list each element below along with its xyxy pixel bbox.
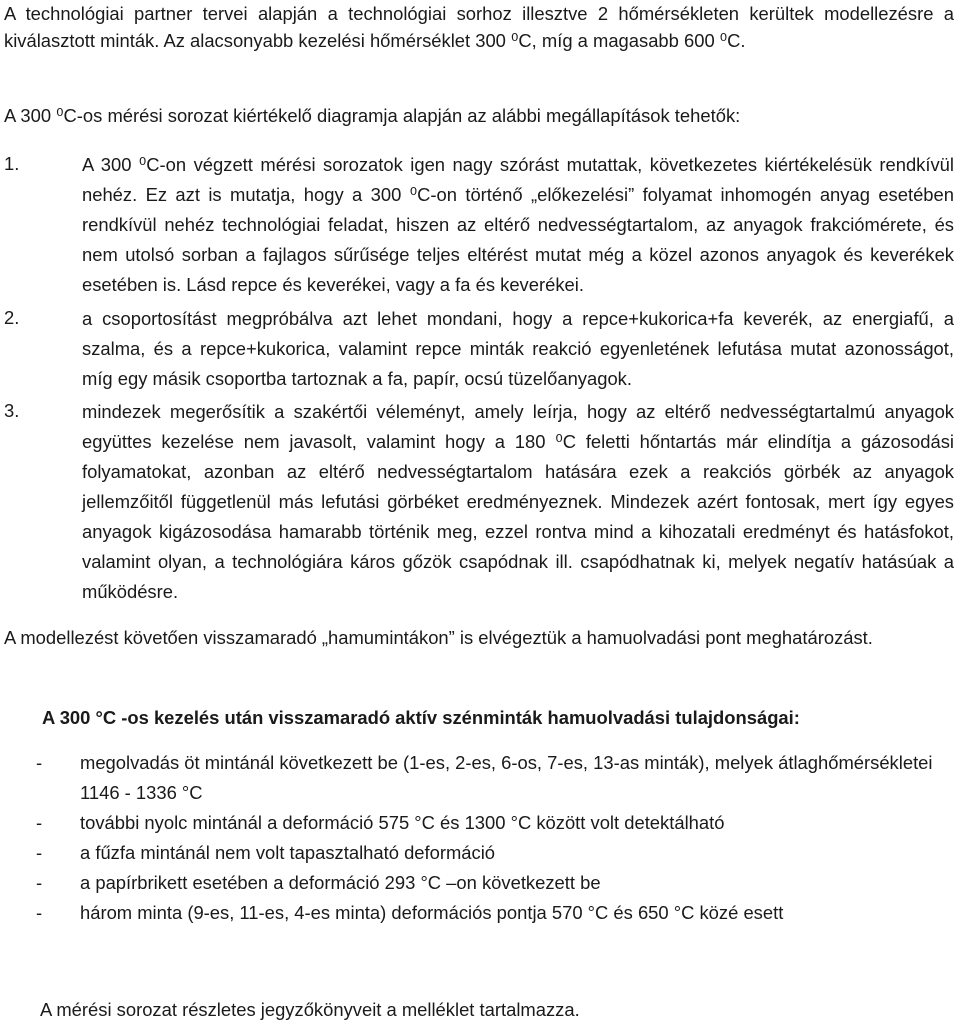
list-item-text: megolvadás öt mintánál következett be (1-es, 2-es, 6-os, 7-es, 13-as minták), melyek átlaghőmérsékletei 1146 - 1336 °C — [80, 752, 933, 803]
item-number: 3. — [4, 400, 20, 421]
list-item — [36, 868, 936, 898]
lead-paragraph: A 300 ⁰C-os mérési sorozat kiértékelő diagramja alapján az alábbi megállapítások tehetők: — [4, 105, 741, 126]
ash-paragraph: A modellezést követően visszamaradó „hamumintákon” is elvégeztük a hamuolvadási pont meghatározást. — [4, 627, 873, 648]
list-item-text: három minta (9-es, 11-es, 4-es minta) deformációs pontja 570 °C és 650 °C közé esett — [80, 902, 784, 923]
list-item-text: a papírbrikett esetében a deformáció 293 °C –on következett be — [80, 872, 601, 893]
list-item-text: a fűzfa mintánál nem volt tapasztalható deformáció — [80, 842, 496, 863]
list-item-text: további nyolc mintánál a deformáció 575 °C és 1300 °C között volt detektálható — [80, 812, 725, 833]
list-item — [36, 748, 936, 808]
dash-marker: - — [36, 752, 43, 773]
intro-paragraph: A technológiai partner tervei alapján a technológiai sorhoz illesztve 2 hőmérsékleten kerültek modellezésre a kiválasztott minták. Az alacsonyabb kezelési hőmérséklet 300 ⁰C, míg a magasabb 600 ⁰C. — [4, 3, 954, 52]
list-item — [36, 808, 936, 838]
item-text: mindezek megerősítik a szakértői véleményt, amely leírja, hogy az eltérő nedvességtartalmú anyagok együttes kezelése nem javasolt, valamint hogy a 180 ⁰C feletti hőntartás már elindítja a gázosodási folyamatokat, azonban az eltérő nedvességtartalom hatására ezek a reakciós görbék az anyagok jellemzőitől függetlenül más lefutási görbéket eredményeznek. Mindezek azért fontosak, mert így egyes anyagok kigázosodása hamarabb történik meg, ezzel rontva mind a kihozatali eredményt és hatásfokot, valamint olyan, a technológiára káros gőzök csapódnak ill. csapódhatnak ki, melyek negatív hatásúak a működésre. — [82, 401, 954, 602]
footer-paragraph: A mérési sorozat részletes jegyzőkönyveit a melléklet tartalmazza. — [40, 999, 580, 1020]
dash-marker: - — [36, 842, 43, 863]
dash-marker: - — [36, 872, 43, 893]
list-item — [36, 898, 936, 928]
item-number: 1. — [4, 153, 20, 174]
list-item — [36, 838, 936, 868]
ash-results-list — [36, 748, 936, 928]
section-heading: A 300 °C -os kezelés után visszamaradó aktív szénminták hamuolvadási tulajdonságai: — [42, 707, 800, 728]
dash-marker: - — [36, 812, 43, 833]
item-text: A 300 ⁰C-on végzett mérési sorozatok igen nagy szórást mutattak, következetes kiértékelésük rendkívül nehéz. Ez azt is mutatja, hogy a 300 ⁰C-on történő „előkezelési” folyamat inhomogén anyag esetében rendkívül nehéz technológiai feladat, hiszen az eltérő nedvességtartalom, az anyagok frakciómérete, és nem utolsó sorban a fajlagos sűrűsége teljes eltérést mutat még a közel azonos anyagok és keverékek esetében is. Lásd repce és keverékei, vagy a fa és keverékei. — [82, 154, 954, 295]
item-number: 2. — [4, 307, 20, 328]
item-text: a csoportosítást megpróbálva azt lehet mondani, hogy a repce+kukorica+fa keverék, az energiafű, a szalma, és a repce+kukorica, valamint repce minták reakció egyenletének lefutása mutat azonosságot, míg egy másik csoportba tartoznak a fa, papír, ocsú tüzelőanyagok. — [82, 308, 954, 389]
dash-marker: - — [36, 902, 43, 923]
